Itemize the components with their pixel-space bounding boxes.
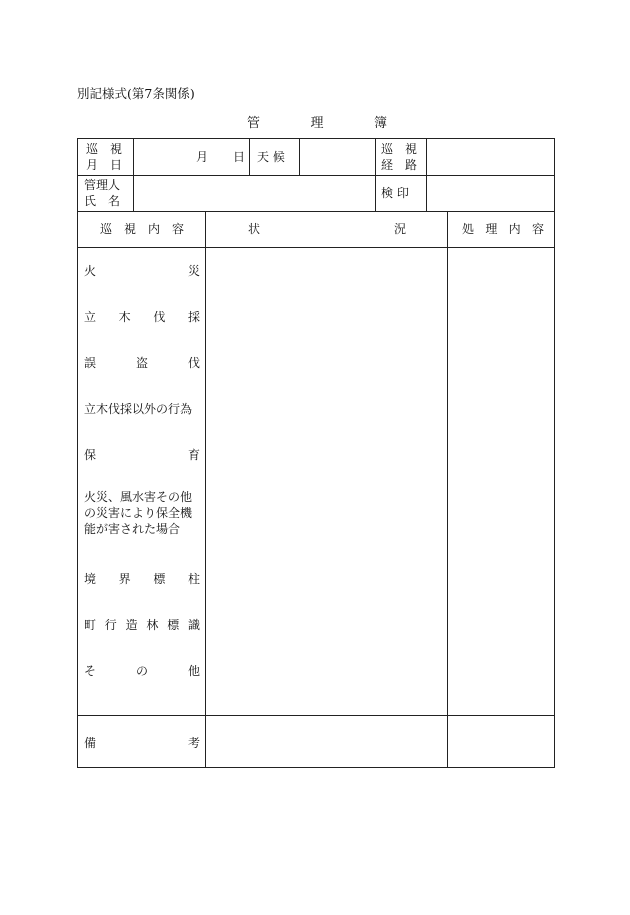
header-char: 巡 bbox=[100, 222, 113, 236]
item-char: 行 bbox=[104, 618, 117, 632]
item-disaster-damage bbox=[84, 489, 204, 537]
manager-name-label bbox=[84, 177, 126, 209]
item-char: 伐 bbox=[187, 356, 200, 370]
item-other-acts: 立木伐採以外の行為 bbox=[84, 402, 193, 416]
label-line: 月 日 bbox=[86, 158, 123, 172]
label-line: 管理人 bbox=[84, 178, 121, 192]
col-divider bbox=[249, 139, 250, 175]
item-boundary-markers bbox=[84, 571, 200, 587]
column-header-action bbox=[462, 221, 544, 237]
column-header-status-right: 況 bbox=[394, 222, 407, 236]
item-char: 林 bbox=[146, 618, 159, 632]
item-char: 災 bbox=[187, 264, 200, 278]
patrol-date-label bbox=[86, 141, 126, 173]
item-char: 町 bbox=[84, 618, 97, 632]
action-field[interactable] bbox=[452, 251, 550, 711]
item-char: 木 bbox=[118, 310, 131, 324]
header-char: 内 bbox=[147, 222, 160, 236]
status-field[interactable] bbox=[210, 251, 442, 711]
column-header-status-left: 状 bbox=[248, 222, 261, 236]
item-town-forest-signs bbox=[84, 617, 200, 633]
item-char: 採 bbox=[187, 310, 200, 324]
item-char: そ bbox=[84, 664, 97, 678]
item-char: 標 bbox=[167, 618, 180, 632]
col-divider bbox=[205, 211, 206, 767]
header-char: 理 bbox=[485, 222, 498, 236]
item-char: 保 bbox=[84, 448, 97, 462]
col-divider bbox=[447, 211, 448, 767]
col-divider bbox=[426, 139, 427, 211]
header-char: 容 bbox=[531, 222, 544, 236]
remarks-char: 備 bbox=[84, 736, 97, 750]
col-divider bbox=[133, 139, 134, 211]
title-char: 簿 bbox=[373, 116, 387, 131]
label-line: 巡 視 bbox=[86, 142, 123, 156]
row-divider bbox=[78, 715, 554, 716]
row-divider bbox=[78, 211, 554, 212]
item-line: 火災、風水害その他 bbox=[84, 490, 193, 504]
patrol-route-field[interactable] bbox=[432, 139, 552, 175]
item-char: 標 bbox=[153, 572, 166, 586]
item-char: 育 bbox=[187, 448, 200, 462]
item-char: 伐 bbox=[153, 310, 166, 324]
header-char: 処 bbox=[462, 222, 475, 236]
remarks-action-field[interactable] bbox=[452, 719, 550, 763]
header-char: 容 bbox=[171, 222, 184, 236]
weather-field[interactable] bbox=[306, 139, 368, 175]
item-char: 盗 bbox=[135, 356, 148, 370]
day-label: 日 bbox=[233, 150, 246, 164]
title-char: 管 bbox=[247, 116, 261, 131]
page-title bbox=[247, 112, 387, 131]
item-char: 柱 bbox=[187, 572, 200, 586]
item-char: 他 bbox=[187, 664, 200, 678]
label-line: 氏 名 bbox=[84, 194, 121, 208]
title-char: 理 bbox=[310, 116, 324, 131]
item-illegal-logging bbox=[84, 355, 200, 371]
management-ledger-table bbox=[77, 138, 555, 768]
item-char: の bbox=[135, 664, 148, 678]
row-divider bbox=[78, 247, 554, 248]
item-line: の災害により保全機 bbox=[84, 506, 193, 520]
item-fire bbox=[84, 263, 200, 279]
inspection-seal-field[interactable] bbox=[432, 176, 552, 210]
item-other bbox=[84, 663, 200, 679]
item-char: 境 bbox=[84, 572, 97, 586]
remarks-status-field[interactable] bbox=[210, 719, 442, 763]
item-tree-felling bbox=[84, 309, 200, 325]
remarks-label bbox=[84, 735, 200, 751]
item-char: 火 bbox=[84, 264, 97, 278]
label-line: 経 路 bbox=[381, 158, 418, 172]
item-char: 界 bbox=[118, 572, 131, 586]
col-divider bbox=[375, 139, 376, 211]
header-char: 内 bbox=[508, 222, 521, 236]
weather-label: 天 候 bbox=[257, 150, 285, 164]
month-label: 月 bbox=[196, 150, 209, 164]
item-char: 識 bbox=[187, 618, 200, 632]
item-char: 誤 bbox=[84, 356, 97, 370]
inspection-seal-label: 検 印 bbox=[381, 186, 409, 200]
patrol-route-label bbox=[381, 141, 421, 173]
item-line: 能が害された場合 bbox=[84, 522, 181, 536]
manager-name-field[interactable] bbox=[138, 176, 370, 210]
form-reference: 別記様式(第7条関係) bbox=[77, 86, 195, 101]
item-char: 造 bbox=[125, 618, 138, 632]
label-line: 巡 視 bbox=[381, 142, 418, 156]
item-nurturing bbox=[84, 447, 200, 463]
header-char: 視 bbox=[123, 222, 136, 236]
column-header-content bbox=[100, 221, 184, 237]
item-char: 立 bbox=[84, 310, 97, 324]
remarks-char: 考 bbox=[187, 736, 200, 750]
col-divider bbox=[299, 139, 300, 175]
